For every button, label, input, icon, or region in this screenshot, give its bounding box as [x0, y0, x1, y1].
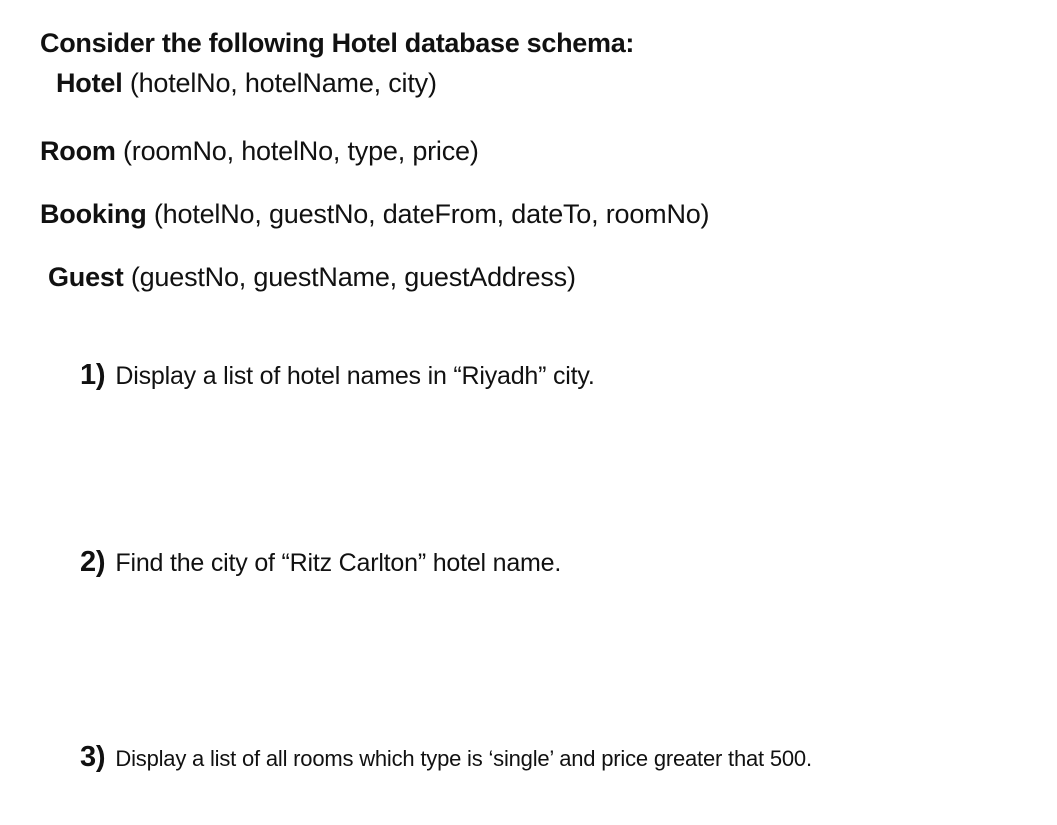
schema-room: [40, 138, 479, 165]
schema-attributes: (roomNo, hotelNo, type, price): [123, 136, 479, 166]
page-heading: Consider the following Hotel database schema:: [40, 28, 635, 58]
question-text: Display a list of hotel names in “Riyadh” city.: [115, 362, 595, 390]
question-2: [80, 548, 561, 577]
schema-attributes: (hotelNo, guestNo, dateFrom, dateTo, roomNo): [153, 199, 710, 229]
question-text: Find the city of “Ritz Carlton” hotel name.: [115, 549, 562, 577]
question-1: [80, 361, 595, 390]
question-number: 3): [80, 741, 106, 773]
question-number: 2): [80, 546, 106, 578]
question-number: 1): [80, 359, 106, 391]
schema-table-name: Booking: [40, 199, 154, 229]
schema-table-name: Guest: [48, 262, 131, 292]
schema-table-name: Hotel: [56, 68, 130, 98]
schema-hotel: [56, 70, 437, 97]
question-text: Display a list of all rooms which type is ‘single’ and price greater that 500.: [115, 746, 812, 771]
schema-table-name: Room: [40, 136, 123, 166]
schema-attributes: (hotelNo, hotelName, city): [129, 68, 437, 98]
schema-attributes: (guestNo, guestName, guestAddress): [130, 262, 576, 292]
schema-guest: [48, 264, 576, 291]
question-3: [80, 743, 812, 772]
schema-booking: [40, 201, 709, 228]
